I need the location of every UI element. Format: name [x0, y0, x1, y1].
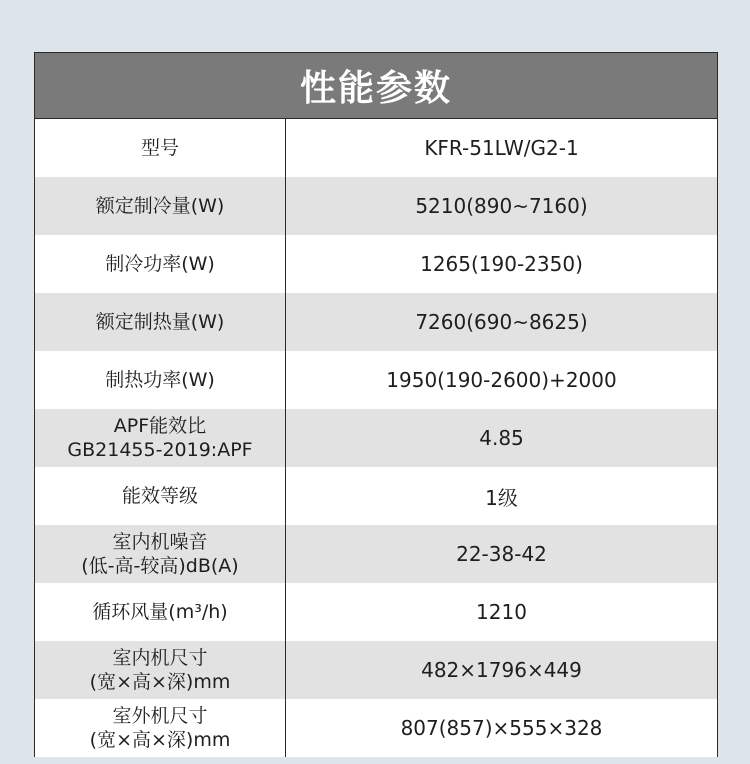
table-title: 性能参数: [35, 53, 717, 119]
table-row: [35, 525, 717, 583]
row-label-line: 能效等级: [121, 485, 198, 507]
row-label: [35, 119, 286, 177]
row-label-line: (宽×高×深)mm: [89, 671, 231, 693]
row-label-line: 室内机尺寸: [112, 647, 208, 669]
table-row: [35, 583, 717, 641]
row-label-line: 制冷功率(W): [105, 253, 215, 275]
row-value: 5210(890~7160): [415, 194, 588, 218]
row-label: [35, 293, 286, 351]
table-row: [35, 467, 717, 525]
row-label: [35, 467, 286, 525]
row-value: 482×1796×449: [421, 658, 582, 682]
table-row: [35, 641, 717, 699]
row-value: 7260(690~8625): [415, 310, 588, 334]
row-label-line: 循环风量(m³/h): [92, 601, 228, 623]
row-value: 1265(190-2350): [420, 252, 583, 276]
row-value: 22-38-42: [456, 542, 547, 566]
table-row: [35, 351, 717, 409]
row-label: [35, 351, 286, 409]
row-label-line: 室内机噪音: [112, 531, 208, 553]
row-label: [35, 409, 286, 467]
row-label: [35, 583, 286, 641]
table-row: [35, 409, 717, 467]
row-label-line: 额定制热量(W): [95, 311, 225, 333]
table-body: [35, 119, 717, 757]
row-label-line: 型号: [140, 137, 179, 159]
row-value: 807(857)×555×328: [400, 716, 603, 740]
row-label: [35, 235, 286, 293]
row-value: 4.85: [479, 426, 524, 450]
row-value: KFR-51LW/G2-1: [424, 136, 579, 160]
table-row: [35, 293, 717, 351]
row-label: [35, 177, 286, 235]
row-label-line: (低-高-较高)dB(A): [81, 555, 239, 577]
row-label-line: 制热功率(W): [105, 369, 215, 391]
row-value: 1950(190-2600)+2000: [386, 368, 617, 392]
row-label: [35, 699, 286, 757]
row-label-line: GB21455-2019:APF: [67, 439, 253, 461]
row-label: [35, 525, 286, 583]
table-row: [35, 119, 717, 177]
row-label: [35, 641, 286, 699]
spec-table: [34, 52, 718, 757]
row-value: 1210: [476, 600, 527, 624]
row-label-line: (宽×高×深)mm: [89, 729, 231, 751]
row-label-line: 额定制冷量(W): [95, 195, 225, 217]
table-row: [35, 235, 717, 293]
table-row: [35, 699, 717, 757]
table-row: [35, 177, 717, 235]
row-label-line: 室外机尺寸: [112, 705, 208, 727]
row-value: 1级: [485, 485, 518, 510]
row-label-line: APF能效比: [113, 415, 207, 437]
